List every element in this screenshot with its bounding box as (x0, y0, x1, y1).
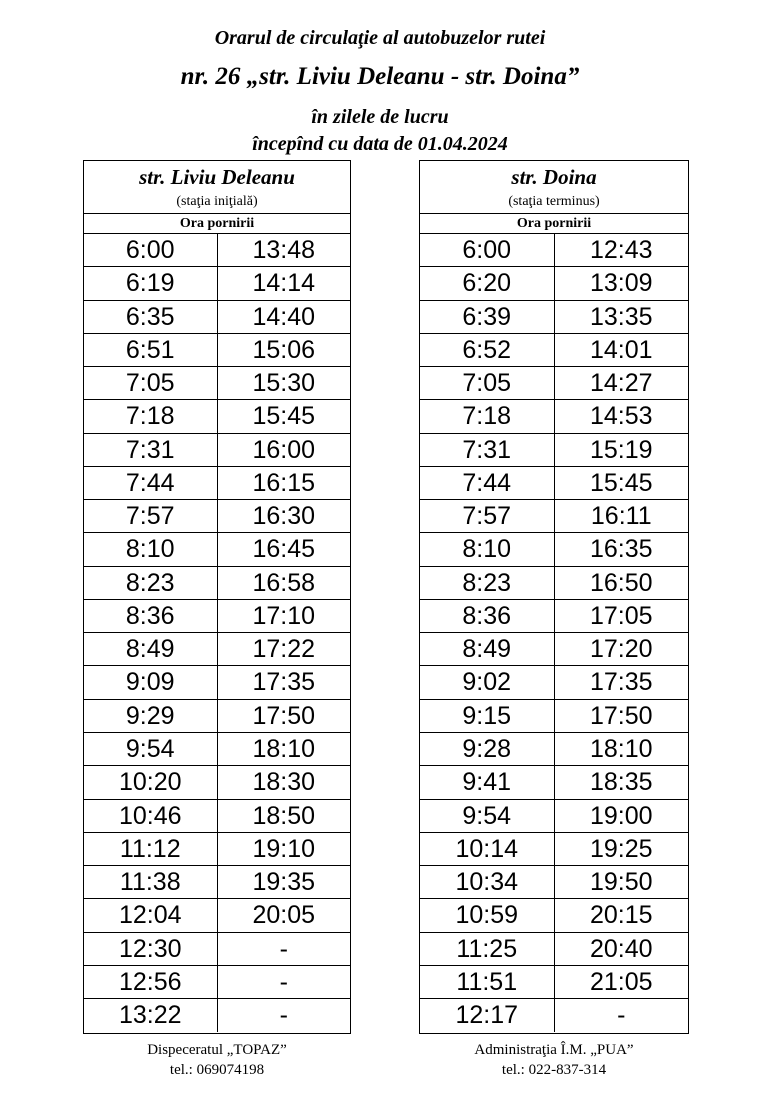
departure-time: 18:35 (589, 768, 653, 797)
departure-time: 17:35 (252, 668, 316, 697)
departure-time: 18:10 (252, 734, 316, 763)
administration-contact (419, 1040, 689, 1080)
table-row (84, 800, 350, 833)
table-row (84, 899, 350, 932)
table-row (420, 301, 688, 334)
departure-time: 16:11 (590, 502, 652, 531)
table-row (84, 600, 350, 633)
departure-time: 11:12 (84, 833, 218, 865)
table-row (420, 866, 688, 899)
departure-time: 9:54 (420, 800, 555, 832)
departure-time: 15:45 (589, 468, 653, 497)
departure-time: 13:48 (252, 236, 316, 264)
table-row (84, 733, 350, 766)
table-row (84, 367, 350, 400)
departure-time: 14:40 (252, 302, 316, 331)
departure-time: 7:31 (84, 434, 218, 466)
departure-time: 6:00 (420, 234, 555, 266)
departure-time: 12:30 (84, 933, 218, 965)
departure-time: 17:20 (589, 635, 653, 664)
table-row (84, 933, 350, 966)
table-row (420, 334, 688, 367)
table-row (84, 966, 350, 999)
departure-time: 14:27 (589, 369, 653, 398)
departure-time: 6:35 (84, 301, 218, 333)
departure-time: 7:44 (84, 467, 218, 499)
departure-time: 7:57 (420, 500, 555, 532)
table-row (420, 933, 688, 966)
dispatcher-contact (83, 1040, 351, 1080)
administration-name: Administraţia Î.M. „PUA” (474, 1042, 634, 1058)
departure-time: 12:43 (589, 236, 653, 264)
departure-time: 10:20 (84, 766, 218, 798)
departure-time: 7:05 (420, 367, 555, 399)
table-row (420, 833, 688, 866)
departure-time: 19:50 (589, 868, 653, 897)
departure-time: 16:58 (252, 568, 316, 597)
departure-time: 20:05 (252, 901, 316, 930)
table-row (420, 367, 688, 400)
departure-time: 9:41 (420, 766, 555, 798)
departure-time: 10:14 (420, 833, 555, 865)
table-row (84, 500, 350, 533)
departure-time: 7:05 (84, 367, 218, 399)
departure-time: 20:15 (589, 901, 653, 930)
departure-time: 12:56 (84, 966, 218, 998)
departure-time: 8:49 (84, 633, 218, 665)
table-row (84, 267, 350, 300)
departure-time: 16:50 (589, 568, 653, 597)
departure-time: 17:50 (589, 701, 653, 730)
departure-time: 8:49 (420, 633, 555, 665)
departure-time: 6:20 (420, 267, 555, 299)
departure-time: 9:09 (84, 666, 218, 698)
table-row (84, 434, 350, 467)
departure-time: 10:59 (420, 899, 555, 931)
stop-name: str. Doina (511, 165, 597, 189)
departure-time: 19:00 (589, 801, 653, 830)
stop-role: (staţia iniţială) (176, 194, 258, 209)
table-row (84, 400, 350, 433)
departure-time: 14:53 (589, 402, 653, 431)
table-row (84, 633, 350, 666)
title-line-3: în zilele de lucru (311, 106, 449, 128)
departure-time: 8:23 (84, 567, 218, 599)
dispatcher-name: Dispeceratul „TOPAZ” (147, 1042, 287, 1058)
departure-time: 8:23 (420, 567, 555, 599)
table-row (84, 533, 350, 566)
departure-time: 11:38 (84, 866, 218, 898)
departure-time: 7:44 (420, 467, 555, 499)
departure-time: 20:40 (589, 934, 653, 963)
departure-time: 15:19 (589, 435, 653, 464)
departure-time: 7:18 (420, 400, 555, 432)
departure-time: 19:35 (252, 868, 316, 897)
departure-time: 8:36 (420, 600, 555, 632)
timetable-doina (419, 160, 689, 1034)
departure-time: 16:30 (252, 502, 316, 531)
departure-time: 13:22 (84, 999, 218, 1032)
departure-time: 17:10 (252, 601, 316, 630)
effective-date: începînd cu data de 01.04.2024 (252, 133, 508, 155)
departure-time: 19:25 (589, 834, 653, 863)
departure-time: 17:22 (252, 635, 316, 664)
table-row (420, 800, 688, 833)
table-row (420, 899, 688, 932)
departure-time: 8:10 (420, 533, 555, 565)
departure-time: 10:34 (420, 866, 555, 898)
table-row (420, 567, 688, 600)
table-row (84, 999, 350, 1032)
departure-time: 14:14 (252, 269, 316, 298)
departure-time: 15:45 (252, 402, 316, 431)
departure-time: 12:17 (420, 999, 555, 1032)
departure-time: 15:30 (252, 369, 316, 398)
departure-time: 8:36 (84, 600, 218, 632)
departure-time: 13:35 (589, 302, 653, 331)
departure-time: 16:35 (589, 535, 653, 564)
departure-time: 6:52 (420, 334, 555, 366)
departure-time: 11:25 (420, 933, 555, 965)
table-row (84, 866, 350, 899)
table-row (420, 267, 688, 300)
departure-rows (420, 234, 688, 1032)
table-row (84, 766, 350, 799)
dispatcher-phone: tel.: 069074198 (169, 1062, 265, 1078)
departure-time: 11:51 (420, 966, 555, 998)
table-row (420, 999, 688, 1032)
table-row (420, 966, 688, 999)
table-row (84, 234, 350, 267)
table-row (420, 533, 688, 566)
table-row (84, 301, 350, 334)
departure-time: 6:39 (420, 301, 555, 333)
timetable-liviu-deleanu (83, 160, 351, 1034)
departure-time: 8:10 (84, 533, 218, 565)
departure-time: 17:50 (252, 701, 316, 730)
table-row (420, 467, 688, 500)
departure-time: 7:18 (84, 400, 218, 432)
table-row (84, 700, 350, 733)
departure-time: 17:35 (589, 668, 653, 697)
departure-time: 9:15 (420, 700, 555, 732)
table-row (420, 633, 688, 666)
table-row (420, 733, 688, 766)
departure-time: 18:10 (589, 734, 653, 763)
departure-time: 14:01 (589, 335, 653, 364)
departure-time: 15:06 (252, 335, 316, 364)
departure-time: 16:00 (252, 435, 316, 464)
stop-name: str. Liviu Deleanu (139, 165, 295, 189)
departure-time: 13:09 (589, 269, 653, 298)
table-row (84, 467, 350, 500)
title-line-1: Orarul de circulaţie al autobuzelor rutei (214, 27, 546, 49)
departure-time: - (279, 934, 288, 963)
departure-label: Ora pornirii (420, 213, 688, 234)
departure-time: 18:50 (252, 801, 316, 830)
table-row (420, 400, 688, 433)
departure-time: - (279, 1001, 288, 1030)
table-row (420, 234, 688, 267)
departure-time: 6:51 (84, 334, 218, 366)
departure-rows (84, 234, 350, 1032)
departure-time: 9:28 (420, 733, 555, 765)
table-row (420, 500, 688, 533)
departure-time: 16:15 (252, 468, 316, 497)
departure-time: - (279, 967, 288, 996)
departure-time: 6:00 (84, 234, 218, 266)
departure-time: 18:30 (252, 768, 316, 797)
departure-label: Ora pornirii (84, 213, 350, 234)
stop-role: (staţia terminus) (508, 194, 600, 209)
table-row (84, 567, 350, 600)
route-title: nr. 26 „str. Liviu Deleanu - str. Doina” (180, 63, 580, 90)
table-row (420, 666, 688, 699)
table-row (84, 334, 350, 367)
departure-time: 9:29 (84, 700, 218, 732)
table-row (420, 700, 688, 733)
departure-time: 6:19 (84, 267, 218, 299)
departure-time: 9:54 (84, 733, 218, 765)
departure-time: 19:10 (252, 834, 316, 863)
departure-time: 21:05 (589, 967, 653, 996)
departure-time: 17:05 (589, 601, 653, 630)
departure-time: 16:45 (252, 535, 316, 564)
administration-phone: tel.: 022-837-314 (501, 1062, 607, 1078)
table-row (420, 600, 688, 633)
table-row (84, 833, 350, 866)
table-row (420, 434, 688, 467)
departure-time: 10:46 (84, 800, 218, 832)
table-row (84, 666, 350, 699)
departure-time: - (617, 1001, 626, 1030)
table-row (420, 766, 688, 799)
departure-time: 12:04 (84, 899, 218, 931)
departure-time: 7:31 (420, 434, 555, 466)
departure-time: 9:02 (420, 666, 555, 698)
departure-time: 7:57 (84, 500, 218, 532)
